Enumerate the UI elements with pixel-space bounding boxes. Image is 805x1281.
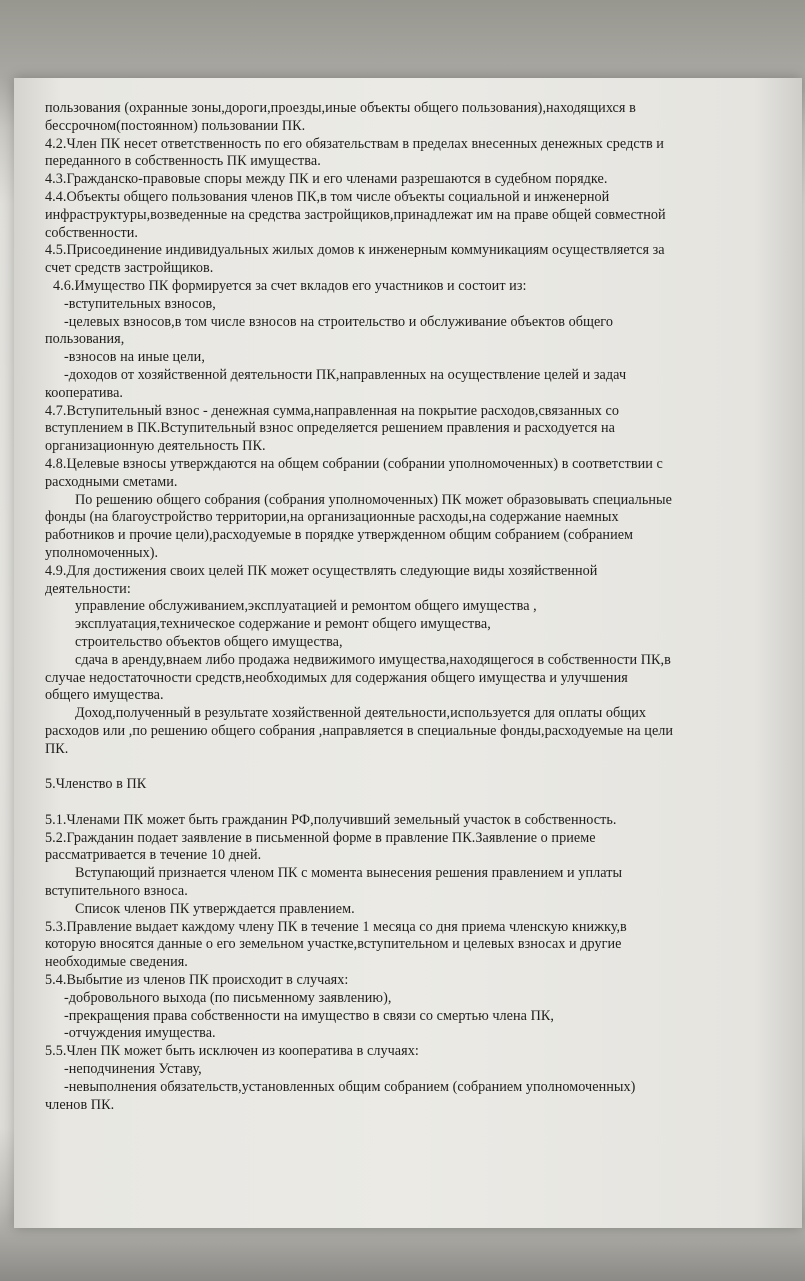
text-line: переданного в собственность ПК имущества. (45, 153, 321, 170)
text-line: рассматривается в течение 10 дней. (45, 847, 262, 864)
list-item: -невыполнения обязательств,установленных общим собранием (собранием уполномоченных) (64, 1078, 636, 1095)
text-line: расходными сметами. (45, 473, 178, 490)
text-line: 4.3.Гражданско-правовые споры между ПК и его членами разрешаются в судебном порядке. (45, 171, 608, 188)
text-line: членов ПК. (45, 1096, 115, 1113)
list-item: -прекращения права собственности на имущество в связи со смертью члена ПК, (64, 1007, 554, 1024)
list-item: управление обслуживанием,эксплуатацией и ремонтом общего имущества , (75, 598, 537, 615)
text-line: бессрочном(постоянном) пользовании ПК. (45, 117, 306, 134)
text-line: Вступающий признается членом ПК с момента вынесения решения правлением и уплаты (75, 865, 623, 882)
text-line: деятельности: (45, 580, 131, 597)
text-line: 5.1.Членами ПК может быть гражданин РФ,получивший земельный участок в собственность. (45, 811, 617, 828)
text-line: кооператива. (45, 384, 124, 401)
text-line: организационную деятельность ПК. (45, 438, 266, 455)
list-item: сдача в аренду,внаем либо продажа недвижимого имущества,находящегося в собственности ПК,в (75, 651, 671, 668)
text-line: 4.8.Целевые взносы утверждаются на общем собрании (собрании уполномоченных) в соответствии с (45, 455, 663, 472)
text-line: 4.6.Имущество ПК формируется за счет вкладов его участников и состоит из: (53, 277, 527, 294)
list-item: -неподчинения Уставу, (64, 1061, 202, 1078)
list-item: -вступительных взносов, (64, 295, 216, 312)
text-line: 4.7.Вступительный взнос - денежная сумма,направленная на покрытие расходов,связанных со (45, 402, 620, 419)
text-line: 4.2.Член ПК несет ответственность по его обязательствам в пределах внесенных денежных средств и (45, 135, 664, 152)
text-line: Доход,полученный в результате хозяйственной деятельности,используется для оплаты общих (75, 705, 647, 722)
text-line: вступительного взноса. (45, 883, 188, 900)
list-item: -добровольного выхода (по письменному заявлению), (64, 989, 392, 1006)
text-line: уполномоченных). (45, 544, 159, 561)
list-item: -целевых взносов,в том числе взносов на строительство и обслуживание объектов общего (64, 313, 613, 330)
text-line: вступлением в ПК.Вступительный взнос определяется решением правления и расходуется на (45, 420, 616, 437)
text-line: 5.3.Правление выдает каждому члену ПК в течение 1 месяца со дня приема членскую книжку,в (45, 918, 627, 935)
list-item: эксплуатация,техническое содержание и ремонт общего имущества, (75, 616, 491, 633)
text-line: 5.4.Выбытие из членов ПК происходит в случаях: (45, 972, 349, 989)
text-line: Список членов ПК утверждается правлением. (75, 900, 355, 917)
text-line: инфраструктуры,возведенные на средства застройщиков,принадлежат им на праве общей совместной (45, 206, 666, 223)
text-line: По решению общего собрания (собрания уполномоченных) ПК может образовывать специальные (75, 491, 672, 508)
text-line: собственности. (45, 224, 138, 241)
text-line: которую вносятся данные о его земельном участке,вступительном и целевых взносах и другие (45, 936, 622, 953)
list-item: -доходов от хозяйственной деятельности ПК,направленных на осуществление целей и задач (64, 366, 627, 383)
list-item: -взносов на иные цели, (64, 349, 205, 366)
list-item: -отчуждения имущества. (64, 1025, 216, 1042)
text-line: счет средств застройщиков. (45, 260, 214, 277)
text-line: работников и прочие цели),расходуемые в порядке утвержденном общим собранием (собранием (45, 527, 634, 544)
text-line: общего имущества. (45, 687, 164, 704)
text-line: пользования, (45, 331, 125, 348)
spacer (45, 794, 760, 812)
text-line: 4.9.Для достижения своих целей ПК может осуществлять следующие виды хозяйственной (45, 562, 598, 579)
text-line: ПК. (45, 740, 69, 757)
text-line: пользования (охранные зоны,дороги,проезды,иные объекты общего пользования),находящихся в (45, 100, 636, 116)
section-heading: 5.Членство в ПК (45, 776, 147, 793)
text-line: 4.5.Присоединение индивидуальных жилых домов к инженерным коммуникациям осуществляется за (45, 242, 665, 259)
text-line: 4.4.Объекты общего пользования членов ПК,в том числе объекты социальной и инженерной (45, 188, 610, 205)
document-text (45, 100, 760, 1114)
text-line: необходимые сведения. (45, 954, 188, 971)
text-line: расходов или ,по решению общего собрания ,направляется в специальные фонды,расходуемые на цели (45, 722, 674, 739)
spacer (45, 758, 760, 776)
text-line: фонды (на благоустройство территории,на организационные расходы,на содержание наемных (45, 509, 619, 526)
text-line: случае недостаточности средств,необходимых для содержания общего имущества и улучшения (45, 669, 628, 686)
list-item: строительство объектов общего имущества, (75, 633, 343, 650)
text-line: 5.2.Гражданин подает заявление в письменной форме в правление ПК.Заявление о приеме (45, 829, 596, 846)
text-line: 5.5.Член ПК может быть исключен из кооператива в случаях: (45, 1043, 419, 1060)
